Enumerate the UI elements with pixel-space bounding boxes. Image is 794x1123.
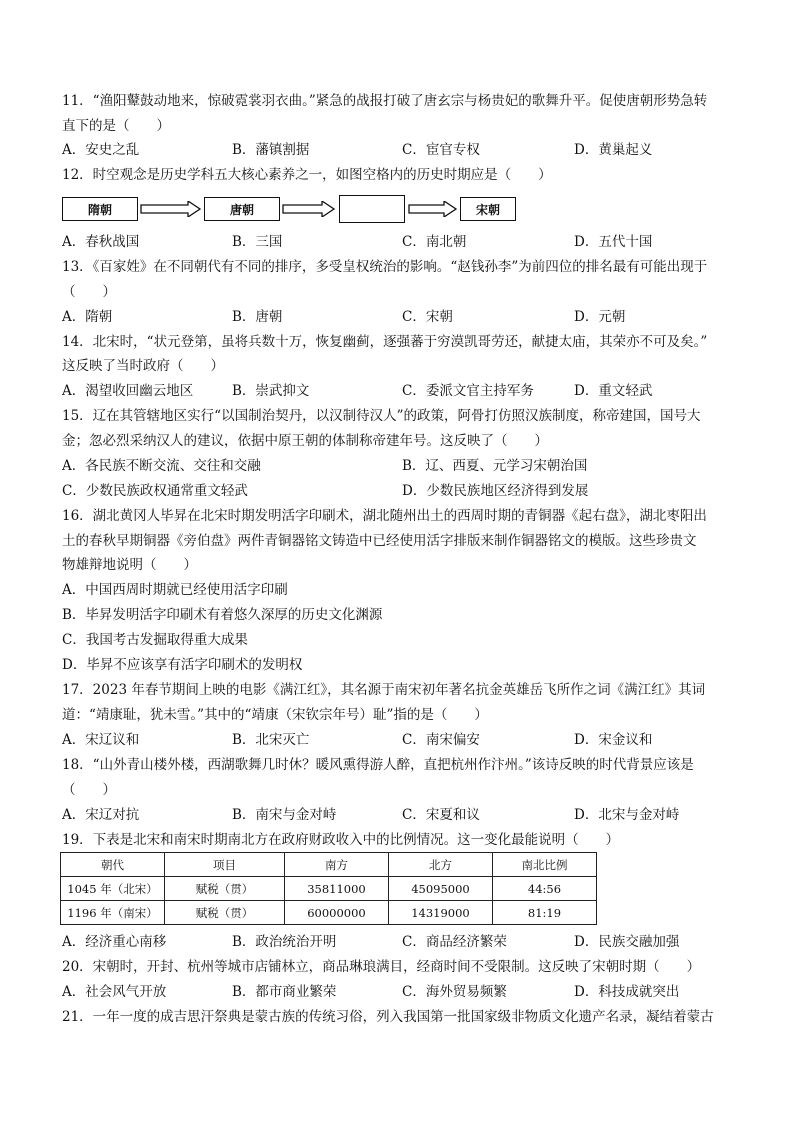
question-18-stem-cont: （ ） (62, 782, 116, 798)
q12-option-b: B．三国 (232, 234, 283, 250)
table-cell: 1196 年（南宋） (61, 901, 165, 925)
q20-option-a: A．社会风气开放 (62, 984, 167, 1000)
q15-option-b: B．辽、西夏、元学习宋朝治国 (402, 458, 588, 474)
flow-box-tang: 唐朝 (204, 197, 280, 221)
q17-option-d: D．宋金议和 (574, 732, 653, 748)
question-16-stem-cont: 土的春秋早期铜器《旁伯盘》两件青铜器铭文铸造中已经使用活字排版来制作铜器铭文的模版。这些珍贵文 (62, 533, 697, 549)
q16-option-b: B．毕昇发明活字印刷术有着悠久深厚的历史文化渊源 (62, 607, 383, 623)
q13-option-c: C．宋朝 (402, 309, 453, 325)
question-20-stem: 20．宋朝时，开封、杭州等城市店铺林立，商品琳琅满目，经商时间不受限制。这反映了宋朝时期（ ） (62, 959, 701, 975)
table-header-cell: 南方 (285, 853, 389, 877)
q19-option-c: C．商品经济繁荣 (402, 934, 507, 950)
table-row (61, 877, 597, 901)
table-cell: 1045 年（北宋） (61, 877, 165, 901)
q11-option-d: D．黄巢起义 (574, 142, 653, 158)
question-16-stem: 16．湖北黄冈人毕昇在北宋时期发明活字印刷术，湖北随州出土的西周时期的青铜器《起右盘》，湖北枣阳出 (62, 508, 707, 524)
table-row (61, 901, 597, 925)
q16-option-a: A．中国西周时期就已经使用活字印刷 (62, 582, 288, 598)
q18-option-b: B．南宋与金对峙 (232, 807, 337, 823)
question-15-stem-cont: 金；忽必烈采纳汉人的建议，依据中原王朝的体制称帝建年号。这反映了（ ） (62, 433, 548, 449)
question-17-stem: 17．2023 年春节期间上映的电影《满江红》，其名源于南宋初年著名抗金英雄岳飞所作之词《满江红》其词 (62, 682, 706, 698)
table-cell: 45095000 (389, 877, 493, 901)
flow-box-song: 宋朝 (460, 197, 516, 221)
table-cell: 60000000 (285, 901, 389, 925)
flow-arrow-icon (282, 201, 336, 217)
question-19-stem: 19．下表是北宋和南宋时期南北方在政府财政收入中的比例情况。这一变化最能说明（ ） (62, 832, 620, 848)
q20-option-d: D．科技成就突出 (574, 984, 680, 1000)
q12-option-a: A．春秋战国 (62, 234, 140, 250)
q16-option-c: C．我国考古发掘取得重大成果 (62, 632, 248, 648)
table-header-row (61, 853, 597, 877)
question-14-stem: 14．北宋时，“状元登第，虽将兵数十万，恢复幽蓟，逐强蕃于穷漠凯哥劳还，献捷太庙，其荣亦不可及矣。” (62, 334, 708, 350)
table-cell: 81:19 (493, 901, 597, 925)
question-11-stem-cont: 直下的是（ ） (62, 118, 170, 134)
table-cell: 44:56 (493, 877, 597, 901)
q14-option-a: A．渴望收回幽云地区 (62, 383, 194, 399)
question-15-stem: 15．辽在其管辖地区实行“以国制治契丹，以汉制待汉人”的政策，阿骨打仿照汉族制度，称帝建国，国号大 (62, 408, 701, 424)
question-13-stem-cont: （ ） (62, 284, 116, 300)
question-12-stem: 12．时空观念是历史学科五大核心素养之一，如图空格内的历史时期应是（ ） (62, 167, 552, 183)
q15-option-a: A．各民族不断交流、交往和交融 (62, 458, 261, 474)
question-16-stem-cont2: 物雄辩地说明（ ） (62, 557, 197, 573)
q18-option-a: A．宋辽对抗 (62, 807, 140, 823)
q12-option-c: C．南北朝 (402, 234, 467, 250)
q17-option-b: B．北宋灭亡 (232, 732, 310, 748)
q15-option-d: D．少数民族地区经济得到发展 (402, 483, 589, 499)
table-header-cell: 项目 (165, 853, 285, 877)
q12-option-d: D．五代十国 (574, 234, 653, 250)
question-21-stem: 21．一年一度的成吉思汗祭典是蒙古族的传统习俗，列入我国第一批国家级非物质文化遗产名录，凝结着蒙古 (62, 1009, 714, 1025)
q11-option-c: C．宦官专权 (402, 142, 480, 158)
q20-option-b: B．都市商业繁荣 (232, 984, 337, 1000)
question-11-stem: 11．“渔阳鼙鼓动地来，惊破霓裳羽衣曲。”紧急的战报打破了唐玄宗与杨贵妃的歌舞升平。促使唐朝形势急转 (62, 93, 708, 109)
q11-option-b: B．藩镇割据 (232, 142, 310, 158)
q18-option-d: D．北宋与金对峙 (574, 807, 680, 823)
question-17-stem-cont: 道：“靖康耻，犹未雪。”其中的“靖康（宋钦宗年号）耻”指的是（ ） (62, 707, 488, 723)
table-header-cell: 南北比例 (493, 853, 597, 877)
q17-option-c: C．南宋偏安 (402, 732, 480, 748)
q14-option-d: D．重文轻武 (574, 383, 653, 399)
q11-option-a: A．安史之乱 (62, 142, 140, 158)
revenue-table (60, 852, 597, 925)
q14-option-b: B．崇武抑文 (232, 383, 310, 399)
q15-option-c: C．少数民族政权通常重文轻武 (62, 483, 248, 499)
question-13-stem: 13．《百家姓》在不同朝代有不同的排序，多受皇权统治的影响。“赵钱孙李”为前四位的排名最有可能出现于 (62, 259, 708, 275)
table-cell: 14319000 (389, 901, 493, 925)
q16-option-d: D．毕昇不应该享有活字印刷术的发明权 (62, 657, 303, 673)
q20-option-c: C．海外贸易频繁 (402, 984, 507, 1000)
table-header-cell: 朝代 (61, 853, 165, 877)
question-18-stem: 18．“山外青山楼外楼，西湖歌舞几时休？暖风熏得游人醉，直把杭州作汴州。”该诗反映的时代背景应该是 (62, 757, 694, 773)
flow-box-sui: 隋朝 (62, 197, 138, 221)
q18-option-c: C．宋夏和议 (402, 807, 480, 823)
flow-arrow-icon (408, 201, 458, 217)
q14-option-c: C．委派文官主持军务 (402, 383, 534, 399)
q13-option-b: B．唐朝 (232, 309, 283, 325)
q17-option-a: A．宋辽议和 (62, 732, 140, 748)
q13-option-a: A．隋朝 (62, 309, 113, 325)
table-cell: 赋税（贯） (165, 901, 285, 925)
q19-option-a: A．经济重心南移 (62, 934, 167, 950)
flow-arrow-icon (140, 201, 202, 217)
table-cell: 赋税（贯） (165, 877, 285, 901)
table-cell: 35811000 (285, 877, 389, 901)
q19-option-b: B．政治统治开明 (232, 934, 337, 950)
table-header-cell: 北方 (389, 853, 493, 877)
dynasty-flow-diagram (62, 195, 522, 225)
q19-option-d: D．民族交融加强 (574, 934, 680, 950)
question-14-stem-cont: 这反映了当时政府（ ） (62, 358, 224, 374)
flow-box-blank (339, 195, 405, 223)
q13-option-d: D．元朝 (574, 309, 626, 325)
